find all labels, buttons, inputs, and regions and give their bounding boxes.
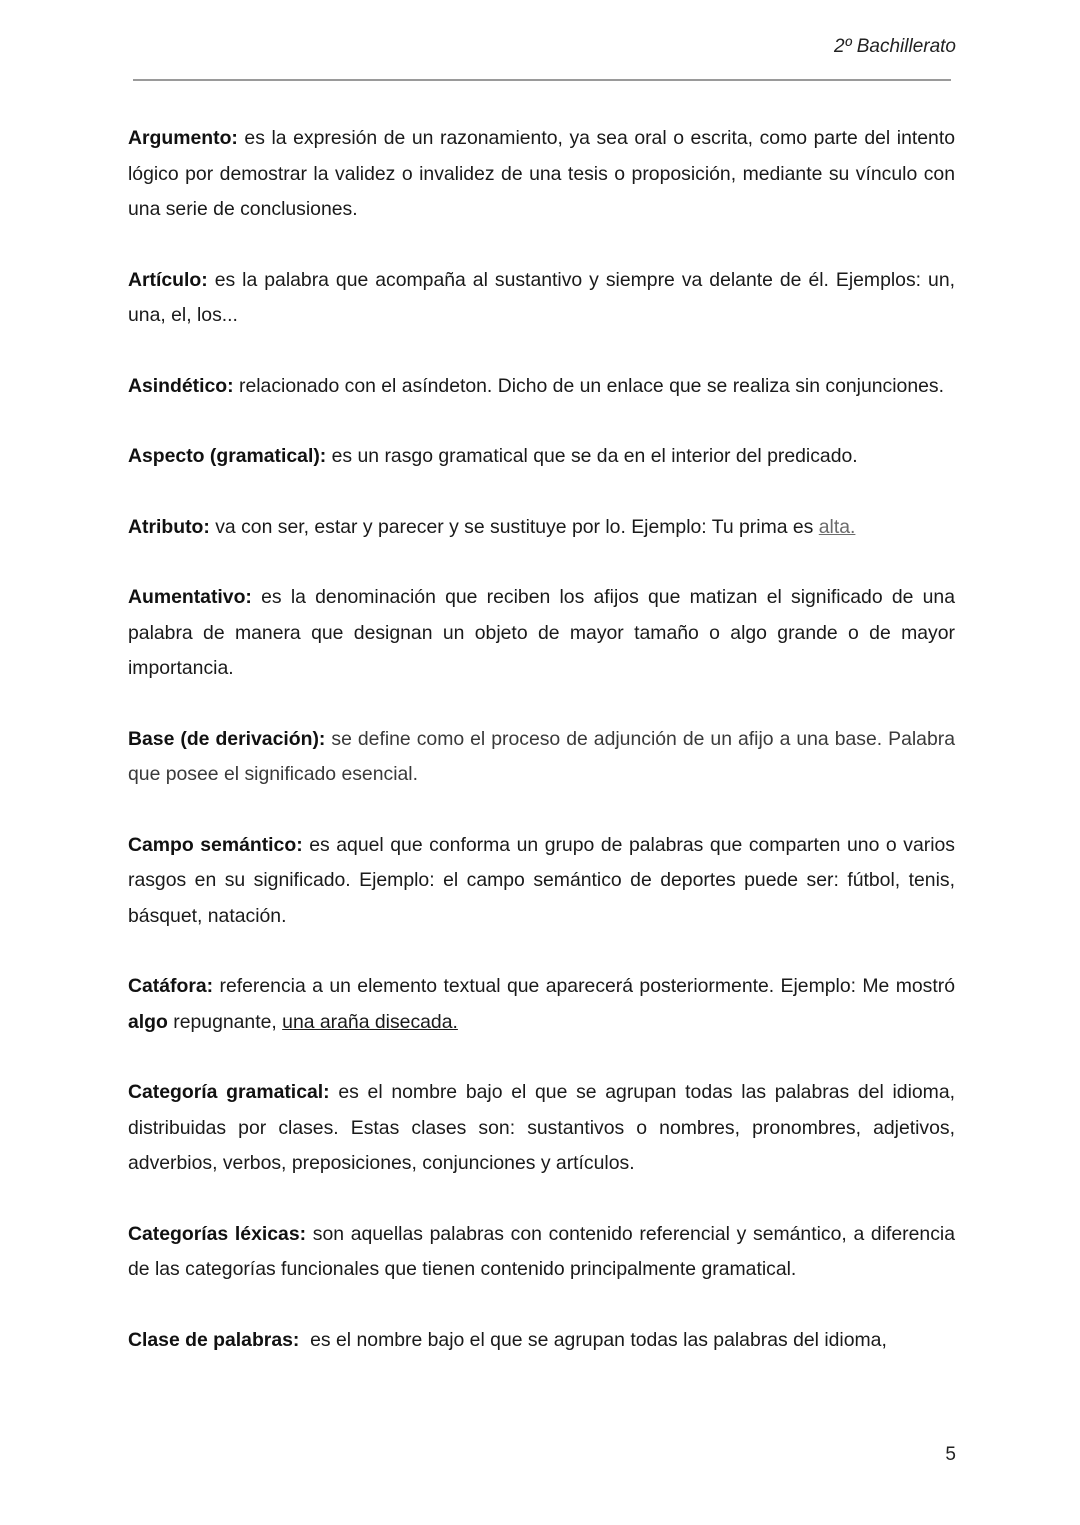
- entry-term: Artículo:: [128, 268, 208, 291]
- entry-term: Asindético:: [128, 374, 234, 397]
- glossary-entry-asindetico: [128, 369, 955, 405]
- header-divider: [133, 79, 951, 81]
- entry-definition-mid: repugnante,: [167, 1010, 283, 1033]
- glossary-entry-clase-de-palabras: [128, 1323, 955, 1359]
- entry-term: Campo semántico:: [128, 833, 303, 856]
- page-number: 5: [945, 1444, 956, 1465]
- glossary-entry-base: [128, 722, 955, 793]
- entry-definition: relacionado con el asíndeton. Dicho de un enlace que se realiza sin conjunciones.: [233, 374, 944, 397]
- entry-definition: es la denominación que reciben los afijos que matizan el significado de una palabra de manera que designan un objeto de mayor tamaño o algo grande o de mayor importancia.: [128, 586, 955, 679]
- glossary-entry-catafora: [128, 969, 955, 1040]
- entry-term: Aspecto (gramatical):: [128, 445, 327, 467]
- entry-example-underlined: alta.: [818, 515, 856, 538]
- entry-definition: referencia a un elemento textual que aparecerá posteriormente. Ejemplo: Me mostró: [213, 975, 955, 997]
- entry-definition: es la palabra que acompaña al sustantivo y siempre va delante de él. Ejemplos: un, una, el, los...: [128, 268, 955, 326]
- entry-definition: es el nombre bajo el que se agrupan todas las palabras del idioma,: [299, 1328, 887, 1351]
- entry-term: Atributo:: [128, 515, 210, 538]
- glossary-entry-atributo: [128, 510, 955, 546]
- entry-term: Catáfora:: [128, 975, 214, 997]
- entry-definition: es un rasgo gramatical que se da en el interior del predicado.: [326, 445, 858, 467]
- entry-term: Categoría gramatical:: [128, 1081, 330, 1103]
- entry-term: Categorías léxicas:: [128, 1222, 307, 1245]
- glossary-entry-argumento: [128, 121, 955, 228]
- entry-definition: va con ser, estar y parecer y se sustituye por lo. Ejemplo: Tu prima es: [209, 515, 819, 538]
- glossary-entry-aumentativo: [128, 580, 955, 687]
- entry-definition: son aquellas palabras con contenido referencial y semántico, a diferencia de las categorías funcionales que tienen contenido principalmente gramatical.: [128, 1222, 955, 1280]
- entry-example-underlined: una araña disecada.: [282, 1010, 458, 1033]
- entry-term: Argumento:: [128, 127, 238, 149]
- entry-term: Base (de derivación):: [128, 727, 326, 750]
- entry-term: Aumentativo:: [128, 586, 252, 608]
- running-header: 2º Bachillerato: [833, 36, 956, 57]
- glossary-entry-articulo: [128, 263, 955, 334]
- entry-term: Clase de palabras:: [128, 1328, 300, 1351]
- glossary-entry-campo-semantico: [128, 828, 955, 935]
- entry-definition: es la expresión de un razonamiento, ya sea oral o escrita, como parte del intento lógico por demostrar la validez o invalidez de una tesis o proposición, mediante su vínculo con una serie de conclusiones.: [128, 127, 955, 220]
- glossary-entry-categorias-lexicas: [128, 1217, 955, 1288]
- entry-definition: es el nombre bajo el que se agrupan todas las palabras del idioma, distribuidas por clases. Estas clases son: sustantivos o nombres, pronombres, adjetivos, adverbios, verbos, preposiciones, conjunciones y artículos.: [128, 1081, 956, 1174]
- entry-definition: se define como el proceso de adjunción de un afijo a una base. Palabra que posee el significado esencial.: [128, 727, 955, 785]
- entry-definition: es aquel que conforma un grupo de palabras que comparten uno o varios rasgos en su significado. Ejemplo: el campo semántico de deportes puede ser: fútbol, tenis, básquet, natación.: [128, 833, 955, 927]
- entry-bold-word: algo: [128, 1010, 168, 1033]
- glossary-entry-aspecto: [128, 439, 955, 475]
- glossary-body: [128, 121, 955, 1393]
- glossary-entry-categoria-gramatical: [128, 1075, 955, 1182]
